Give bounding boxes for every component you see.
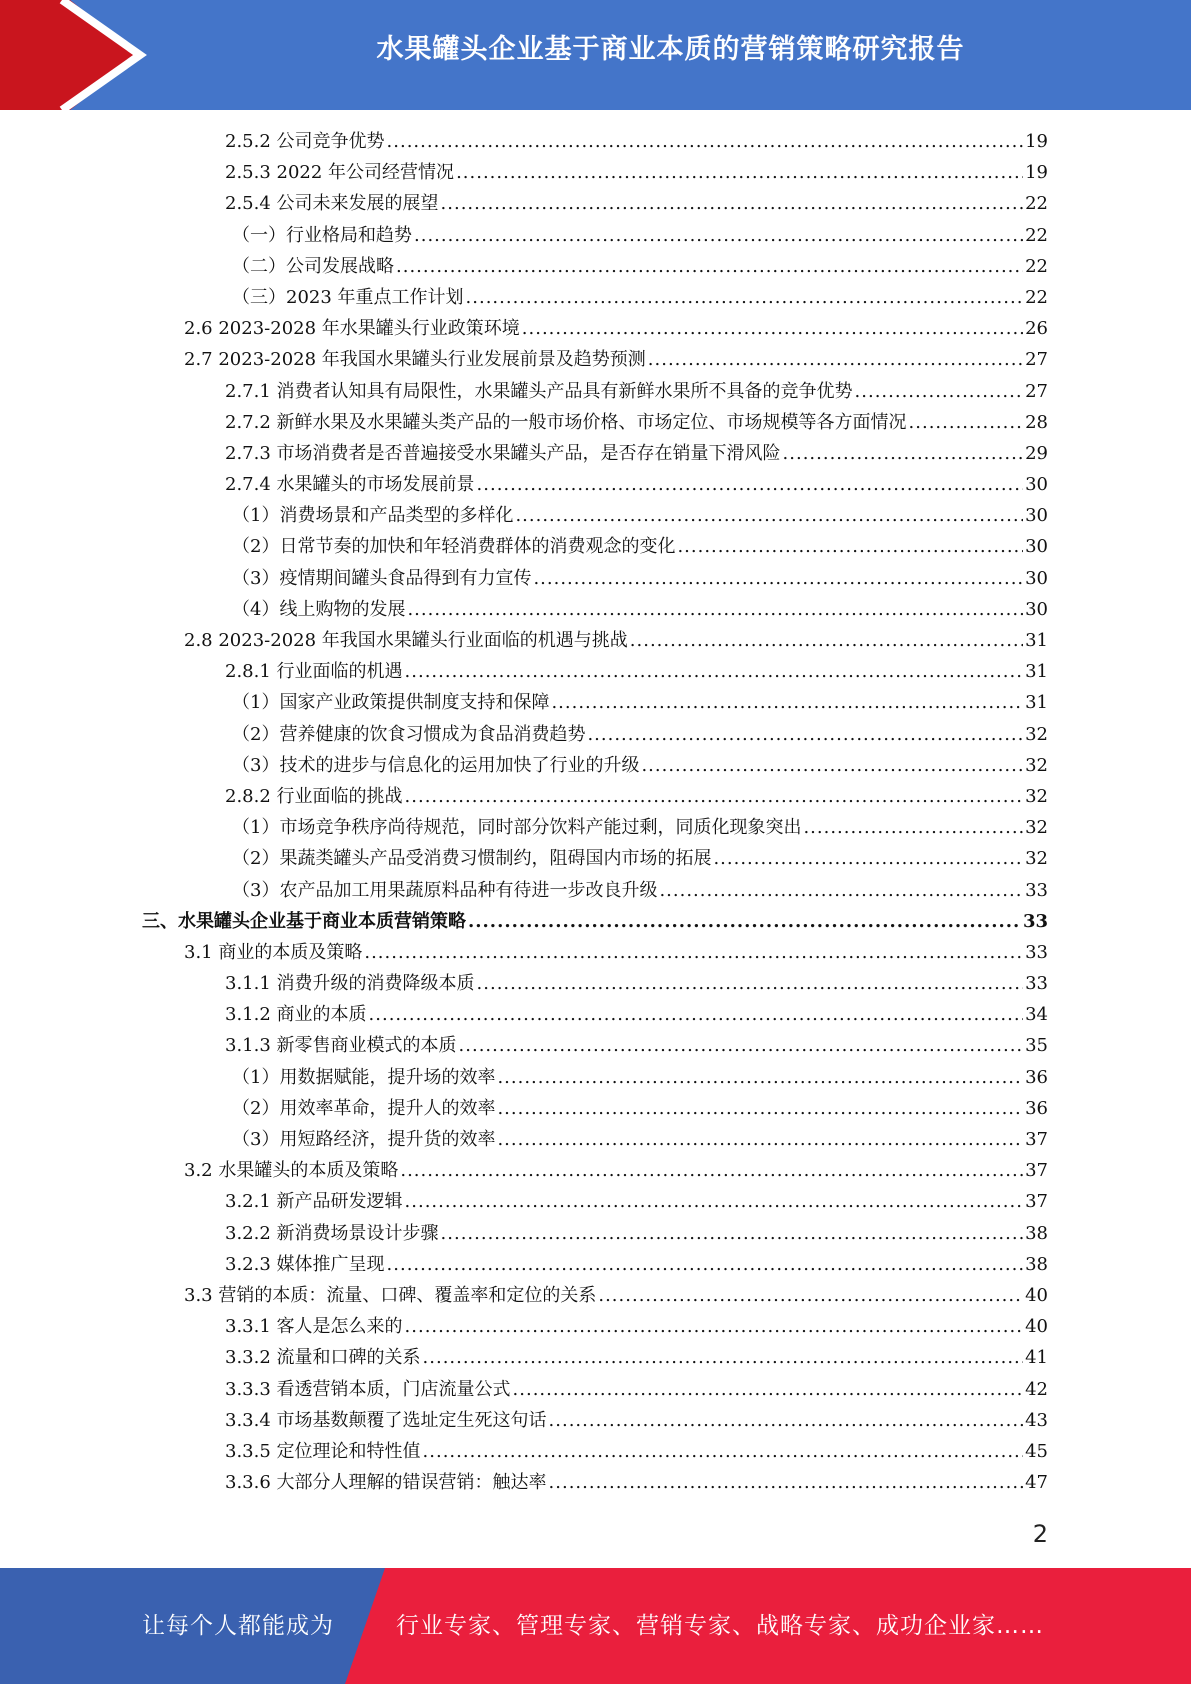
toc-entry-title: 3.3.5 定位理论和特性值 [225,1440,421,1462]
dot-leader [648,344,1023,375]
dot-leader [497,1093,1023,1124]
toc-entry-title: 2.5.2 公司竞争优势 [225,131,385,152]
toc-entry[interactable] [0,843,1191,874]
toc-entry-page-number: 26 [1025,318,1048,340]
toc-entry[interactable] [0,407,1191,438]
toc-entry[interactable] [0,1155,1191,1186]
toc-entry[interactable] [0,1374,1191,1405]
dot-leader [497,1062,1023,1093]
toc-entry-page-number: 31 [1025,661,1048,683]
toc-entry[interactable] [0,1062,1191,1093]
toc-entry-title: 2.7.1 消费者认知具有局限性，水果罐头产品具有新鲜水果所不具备的竞争优势 [225,380,853,402]
toc-entry[interactable] [0,781,1191,812]
dot-leader [477,469,1024,500]
toc-entry-title: 3.3.6 大部分人理解的错误营销：触达率 [225,1472,547,1494]
toc-entry-page-number: 32 [1025,754,1048,776]
toc-entry[interactable] [0,469,1191,500]
toc-entry-title: 3.1 商业的本质及策略 [184,941,363,963]
toc-entry-title: 2.8.2 行业面临的挑战 [225,785,403,807]
toc-entry[interactable] [0,1467,1191,1498]
toc-entry-page-number: 33 [1025,973,1048,995]
dot-leader [405,1311,1024,1342]
toc-entry[interactable] [0,1093,1191,1124]
toc-entry[interactable] [0,438,1191,469]
dot-leader [549,1405,1024,1436]
toc-entry[interactable] [0,500,1191,531]
dot-leader [405,1186,1024,1217]
toc-entry-page-number: 30 [1025,567,1048,589]
toc-entry-title: 2.8.1 行业面临的机遇 [225,661,403,683]
toc-entry[interactable] [0,594,1191,625]
toc-entry-page-number: 27 [1025,349,1048,371]
dot-leader [783,438,1024,469]
toc-entry-page-number: 32 [1025,785,1048,807]
toc-entry-page-number: 29 [1025,442,1048,464]
toc-entry-title: （2）用效率革命，提升人的效率 [232,1097,496,1119]
toc-entry-page-number: 42 [1025,1378,1048,1400]
toc-entry-title: 2.7.3 市场消费者是否普遍接受水果罐头产品，是否存在销量下滑风险 [225,442,781,464]
toc-entry-title: （4）线上购物的发展 [232,598,406,620]
toc-entry-title: 3.2 水果罐头的本质及策略 [184,1160,399,1182]
toc-entry-title: （1）市场竞争秩序尚待规范，同时部分饮料产能过剩，同质化现象突出 [232,817,802,839]
dot-leader [641,750,1023,781]
toc-entry-title: 2.5.4 公司未来发展的展望 [225,193,439,215]
dot-leader [441,188,1024,219]
toc-entry-page-number: 43 [1025,1409,1048,1431]
toc-entry-page-number: 40 [1025,1316,1048,1338]
toc-entry[interactable] [0,282,1191,313]
toc-entry-title: 3.2.1 新产品研发逻辑 [225,1191,403,1213]
dot-leader [598,1280,1023,1311]
toc-entry-title: （三）2023 年重点工作计划 [232,286,464,308]
dot-leader [803,812,1023,843]
toc-entry-title: 2.8 2023-2028 年我国水果罐头行业面临的机遇与挑战 [184,630,628,651]
toc-entry[interactable] [0,968,1191,999]
dot-leader [677,531,1023,562]
toc-entry-page-number: 30 [1025,474,1048,496]
toc-entry[interactable] [0,1218,1191,1249]
toc-entry[interactable] [0,1405,1191,1436]
table-of-contents [0,126,1191,1498]
toc-entry-title: （二）公司发展战略 [232,255,394,277]
toc-entry[interactable] [0,126,1191,157]
dot-leader [364,937,1023,968]
toc-entry-title: 三、水果罐头企业基于商业本质营销策略 [142,910,466,932]
toc-entry-page-number: 19 [1025,162,1048,184]
toc-entry[interactable] [0,625,1191,656]
footer-slogan-right: 行业专家、管理专家、营销专家、战略专家、成功企业家…… [396,1613,1044,1639]
dot-leader [400,1155,1023,1186]
toc-entry-page-number: 33 [1025,941,1048,963]
toc-entry-title: 3.3.3 看透营销本质，门店流量公式 [225,1378,511,1400]
dot-leader [456,157,1023,188]
toc-entry-page-number: 37 [1025,1191,1048,1213]
toc-entry[interactable] [0,1280,1191,1311]
toc-entry[interactable] [0,531,1191,562]
dot-leader [513,1374,1024,1405]
footer-slogan-left: 让每个人都能成为 [142,1613,334,1639]
toc-entry[interactable] [0,1342,1191,1373]
dot-leader [587,719,1023,750]
toc-entry[interactable] [0,344,1191,375]
toc-entry-title: （2）营养健康的饮食习惯成为食品消费趋势 [232,723,586,745]
toc-entry-title: （1）用数据赋能，提升场的效率 [232,1066,496,1088]
dot-leader [630,625,1023,656]
page-footer [0,1568,1191,1684]
toc-entry-page-number: 30 [1025,505,1048,527]
toc-entry-title: （1）国家产业政策提供制度支持和保障 [232,692,550,714]
toc-entry[interactable] [0,999,1191,1030]
dot-leader [396,251,1023,282]
toc-entry[interactable] [0,687,1191,718]
dot-leader [405,781,1024,812]
toc-entry-title: （3）疫情期间罐头食品得到有力宣传 [232,567,532,589]
dot-leader [407,594,1023,625]
toc-entry-page-number: 30 [1025,598,1048,620]
toc-entry-page-number: 32 [1025,848,1048,870]
dot-leader [659,875,1023,906]
toc-entry-title: 2.7.2 新鲜水果及水果罐头类产品的一般市场价格、市场定位、市场规模等各方面情况 [225,411,907,433]
dot-leader [909,407,1024,438]
dot-leader [713,843,1023,874]
dot-leader [414,220,1023,251]
toc-entry-page-number: 22 [1025,255,1048,277]
dot-leader [468,906,1021,937]
toc-entry[interactable] [0,1311,1191,1342]
dot-leader [405,656,1024,687]
toc-entry[interactable] [0,220,1191,251]
toc-entry-title: 3.2.3 媒体推广呈现 [225,1253,385,1275]
toc-entry-title: （2）日常节奏的加快和年轻消费群体的消费观念的变化 [232,536,676,558]
dot-leader [497,1124,1023,1155]
toc-entry[interactable] [0,1124,1191,1155]
toc-entry-page-number: 22 [1025,224,1048,246]
toc-entry-title: 3.3.1 客人是怎么来的 [225,1316,403,1338]
toc-entry-page-number: 37 [1025,1160,1048,1182]
toc-entry[interactable] [0,563,1191,594]
toc-entry-page-number: 41 [1025,1347,1048,1369]
toc-entry-page-number: 37 [1025,1129,1048,1150]
toc-entry-title: 3.1.1 消费升级的消费降级本质 [225,973,475,995]
toc-entry-title: （3）技术的进步与信息化的运用加快了行业的升级 [232,754,640,776]
dot-leader [441,1218,1024,1249]
toc-entry-page-number: 32 [1025,723,1048,745]
dot-leader [515,500,1023,531]
toc-entry-page-number: 38 [1025,1253,1048,1275]
toc-entry-title: 3.3.2 流量和口碑的关系 [225,1347,421,1369]
toc-entry-page-number: 22 [1025,193,1048,215]
dot-leader [522,313,1023,344]
toc-entry-page-number: 40 [1025,1284,1048,1306]
toc-entry-page-number: 33 [1025,879,1048,901]
dot-leader [459,1030,1024,1061]
toc-entry-page-number: 36 [1025,1097,1048,1119]
page-header [0,0,1191,110]
toc-entry-title: （3）用短路经济，提升货的效率 [232,1129,496,1150]
toc-entry-page-number: 35 [1025,1035,1048,1057]
toc-entry-title: （2）果蔬类罐头产品受消费习惯制约，阻碍国内市场的拓展 [232,848,712,870]
toc-entry[interactable] [0,875,1191,906]
dot-leader [423,1342,1024,1373]
dot-leader [855,376,1024,407]
toc-entry[interactable] [0,750,1191,781]
toc-entry-title: （3）农产品加工用果蔬原料品种有待进一步改良升级 [232,879,658,901]
dot-leader [551,687,1023,718]
dot-leader [369,999,1024,1030]
toc-entry[interactable] [0,188,1191,219]
toc-entry-page-number: 36 [1025,1066,1048,1088]
toc-entry[interactable] [0,719,1191,750]
toc-entry-title: （1）消费场景和产品类型的多样化 [232,505,514,527]
toc-entry-page-number: 22 [1025,286,1048,308]
toc-entry[interactable] [0,812,1191,843]
toc-entry[interactable] [0,1186,1191,1217]
toc-entry-title: 2.7.4 水果罐头的市场发展前景 [225,474,475,496]
toc-entry[interactable] [0,656,1191,687]
dot-leader [466,282,1024,313]
toc-entry-title: 2.6 2023-2028 年水果罐头行业政策环境 [184,318,520,340]
toc-entry[interactable] [0,157,1191,188]
toc-entry-page-number: 45 [1025,1440,1048,1462]
chevron-arrow-icon [0,0,160,110]
toc-entry-title: 3.1.3 新零售商业模式的本质 [225,1035,457,1057]
toc-entry-page-number: 34 [1025,1004,1048,1026]
toc-entry-title: 3.3.4 市场基数颠覆了选址定生死这句话 [225,1409,547,1431]
toc-entry[interactable] [0,313,1191,344]
toc-entry-page-number: 28 [1025,411,1048,433]
toc-entry-title: 2.5.3 2022 年公司经营情况 [225,162,455,184]
toc-entry-page-number: 32 [1025,817,1048,839]
dot-leader [423,1436,1024,1467]
toc-entry-title: 3.3 营销的本质：流量、口碑、覆盖率和定位的关系 [184,1284,597,1306]
toc-entry-page-number: 31 [1025,630,1048,651]
dot-leader [533,563,1023,594]
toc-entry[interactable] [0,937,1191,968]
toc-entry[interactable] [0,251,1191,282]
toc-entry-page-number: 31 [1025,692,1048,714]
dot-leader [387,126,1024,157]
page-number: 2 [1032,1520,1048,1548]
dot-leader [549,1467,1024,1498]
toc-entry-title: 3.2.2 新消费场景设计步骤 [225,1222,439,1244]
toc-entry-page-number: 38 [1025,1222,1048,1244]
toc-entry-title: （一）行业格局和趋势 [232,224,412,246]
toc-entry[interactable] [0,1436,1191,1467]
dot-leader [387,1249,1024,1280]
dot-leader [477,968,1024,999]
toc-entry[interactable] [0,376,1191,407]
toc-entry[interactable] [0,906,1191,937]
toc-entry-page-number: 27 [1025,380,1048,402]
toc-entry-title: 2.7 2023-2028 年我国水果罐头行业发展前景及趋势预测 [184,349,646,371]
toc-entry[interactable] [0,1249,1191,1280]
toc-entry-page-number: 19 [1025,131,1048,152]
toc-entry[interactable] [0,1030,1191,1061]
toc-entry-page-number: 30 [1025,536,1048,558]
toc-entry-title: 3.1.2 商业的本质 [225,1004,367,1026]
toc-entry-page-number: 33 [1022,910,1048,932]
report-title: 水果罐头企业基于商业本质的营销策略研究报告 [376,34,965,65]
toc-entry-page-number: 47 [1025,1472,1048,1494]
